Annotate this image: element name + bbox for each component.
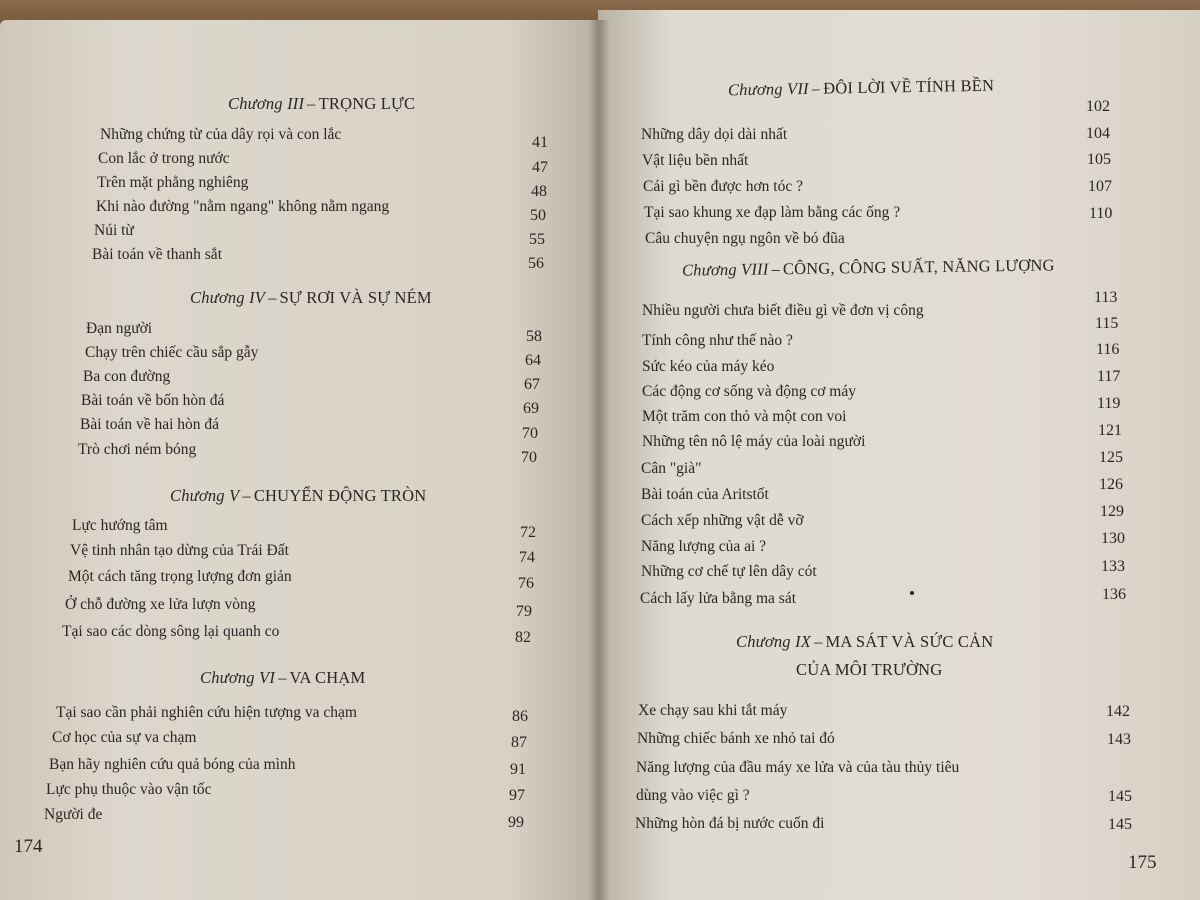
toc-entry: Lực phụ thuộc vào vận tốc [46,781,212,798]
toc-page-number: 86 [512,708,528,725]
toc-page-number: 133 [1101,558,1125,575]
toc-entry: Cân "già" [641,460,702,477]
toc-page-number: 142 [1106,703,1130,720]
toc-entry: Một cách tăng trọng lượng đơn giản [68,568,292,585]
toc-page-number: 67 [524,376,540,393]
chapter-title: VA CHẠM [289,668,366,687]
toc-page-number: 82 [515,629,531,646]
chapter-title-line2: CỦA MÔI TRƯỜNG [796,660,943,679]
toc-entry: Cách lấy lửa bằng ma sát [640,590,797,607]
chapter-title: CÔNG, CÔNG SUẤT, NĂNG LƯỢNG [782,255,1055,279]
toc-page-number: 125 [1099,449,1123,466]
toc-page-number: 119 [1097,395,1121,412]
toc-page-number: 87 [511,734,527,751]
toc-page-number: 41 [532,134,548,151]
toc-entry: Những dây dọi dài nhất [641,126,788,143]
chapter-heading [228,94,415,114]
chapter-heading [190,288,432,308]
chapter-title: TRỌNG LỰC [318,94,416,113]
toc-page-number: 99 [508,814,524,831]
toc-page-number: 143 [1107,731,1131,748]
toc-entry: Ở chỗ đường xe lửa lượn vòng [65,596,256,613]
toc-entry: Tại sao các dòng sông lại quanh co [62,623,280,640]
toc-entry: Cơ học của sự va chạm [52,729,197,746]
chapter-title: SỰ RƠI VÀ SỰ NÉM [279,288,432,307]
toc-entry: Những hòn đá bị nước cuốn đi [635,815,825,832]
page-number-right: 175 [1128,852,1157,873]
chapter-label: Chương VIII [681,259,769,280]
chapter-label: Chương VI [200,668,276,687]
toc-page-number: 79 [516,603,532,620]
toc-page-number: 116 [1096,341,1120,358]
toc-entry: Năng lượng của ai ? [641,538,767,555]
toc-page-number: 130 [1101,530,1125,547]
toc-page-number: 113 [1094,289,1118,306]
toc-entry: Xe chạy sau khi tắt máy [638,702,788,719]
book-spine-shadow [588,20,610,900]
chapter-label: Chương IV [190,288,266,307]
toc-entry: Con lắc ở trong nước [98,150,230,167]
toc-page-number: 145 [1108,788,1132,805]
toc-entry: Năng lượng của đầu máy xe lửa và của tàu thủy tiêu [636,759,960,776]
toc-page-number: 145 [1108,816,1132,833]
toc-page-number: 102 [1086,98,1110,115]
toc-entry: Bài toán về hai hòn đá [80,416,220,433]
toc-entry: Những tên nô lệ máy của loài người [642,433,866,450]
toc-page-number: 121 [1098,422,1122,439]
toc-entry: Sức kéo của máy kéo [642,358,775,375]
toc-page-number: 70 [522,425,538,442]
toc-entry: Những chứng từ của dây rọi và con lắc [100,126,342,143]
toc-entry: Cái gì bền được hơn tóc ? [643,178,803,195]
chapter-label: Chương VII [727,78,809,100]
toc-page-number: 107 [1088,178,1112,195]
toc-page-number: 104 [1086,125,1110,142]
toc-page-number: 69 [523,400,539,417]
toc-entry: Những chiếc bánh xe nhỏ tai đó [637,730,835,747]
toc-entry: Các động cơ sống và động cơ máy [642,383,856,400]
toc-entry: Lực hướng tâm [72,517,168,534]
chapter-title: MA SÁT VÀ SỨC CẢN [825,632,994,651]
toc-entry: Bài toán của Aritstốt [641,486,769,503]
toc-page-number: 70 [521,449,537,466]
toc-page-number: 55 [529,231,545,248]
chapter-title: CHUYỂN ĐỘNG TRÒN [253,486,427,505]
toc-entry: Những cơ chế tự lên dây cót [641,563,817,580]
chapter-dash: – [307,94,316,113]
chapter-dash: – [242,486,251,505]
toc-page-number: 105 [1087,151,1111,168]
toc-page-number: 91 [510,761,526,778]
toc-page-number: 115 [1095,315,1119,332]
toc-page-number: 136 [1102,586,1126,603]
toc-entry: dùng vào việc gì ? [636,787,750,804]
toc-entry: Khi nào đường "nằm ngang" không nằm ngang [96,198,390,215]
toc-entry: Người đe [44,806,103,823]
toc-page-number: 48 [531,183,547,200]
chapter-label: Chương V [170,486,240,505]
toc-page-number: 50 [530,207,546,224]
toc-page-number: 110 [1089,205,1113,222]
page-number-left: 174 [14,836,43,857]
chapter-dash: – [814,632,823,651]
toc-entry: Tại sao cần phải nghiên cứu hiện tượng va chạm [56,704,357,721]
toc-entry: Bạn hãy nghiên cứu quả bóng của mình [49,756,296,773]
toc-entry: Đạn người [86,320,153,337]
chapter-dash: – [811,78,821,98]
toc-entry: Bài toán về bốn hòn đá [81,392,225,409]
toc-entry: Nhiều người chưa biết điều gì về đơn vị công [642,302,924,319]
toc-entry: Tính công như thế nào ? [642,332,793,349]
toc-page-number: 117 [1097,368,1121,385]
toc-page-number: 129 [1100,503,1124,520]
toc-entry: Cách xếp những vật dễ vỡ [641,512,804,529]
toc-entry: Chạy trên chiếc cầu sắp gẫy [85,344,259,361]
chapter-dash: – [268,288,277,307]
toc-entry: Núi từ [94,222,134,239]
toc-entry: Vật liệu bền nhất [642,152,749,169]
toc-entry: Trên mặt phẳng nghiêng [97,174,249,191]
toc-entry: Ba con đường [83,368,171,385]
toc-page-number: 97 [509,787,525,804]
ink-speck [910,591,914,595]
toc-page-number: 56 [528,255,544,272]
toc-page-number: 76 [518,575,534,592]
toc-page-number: 47 [532,159,548,176]
chapter-dash: – [771,259,781,279]
toc-page-number: 64 [525,352,541,369]
toc-page-number: 74 [519,549,535,566]
toc-entry: Tại sao khung xe đạp làm bằng các ống ? [644,204,901,221]
toc-entry: Trò chơi ném bóng [78,441,197,458]
toc-entry: Câu chuyện ngụ ngôn về bó đũa [645,230,845,247]
toc-entry: Một trăm con thỏ và một con voi [642,408,847,425]
toc-page-number: 126 [1099,476,1123,493]
toc-entry: Bài toán về thanh sắt [92,246,222,263]
chapter-dash: – [278,668,287,687]
chapter-heading [170,486,426,506]
chapter-label: Chương III [228,94,305,113]
toc-entry: Vệ tinh nhân tạo dừng của Trái Đất [70,542,289,559]
toc-page-number: 72 [520,524,536,541]
chapter-title: ĐÔI LỜI VỀ TÍNH BỀN [823,75,995,98]
chapter-label: Chương IX [736,632,812,651]
chapter-heading [200,668,365,688]
chapter-heading [736,632,993,652]
toc-page-number: 58 [526,328,542,345]
